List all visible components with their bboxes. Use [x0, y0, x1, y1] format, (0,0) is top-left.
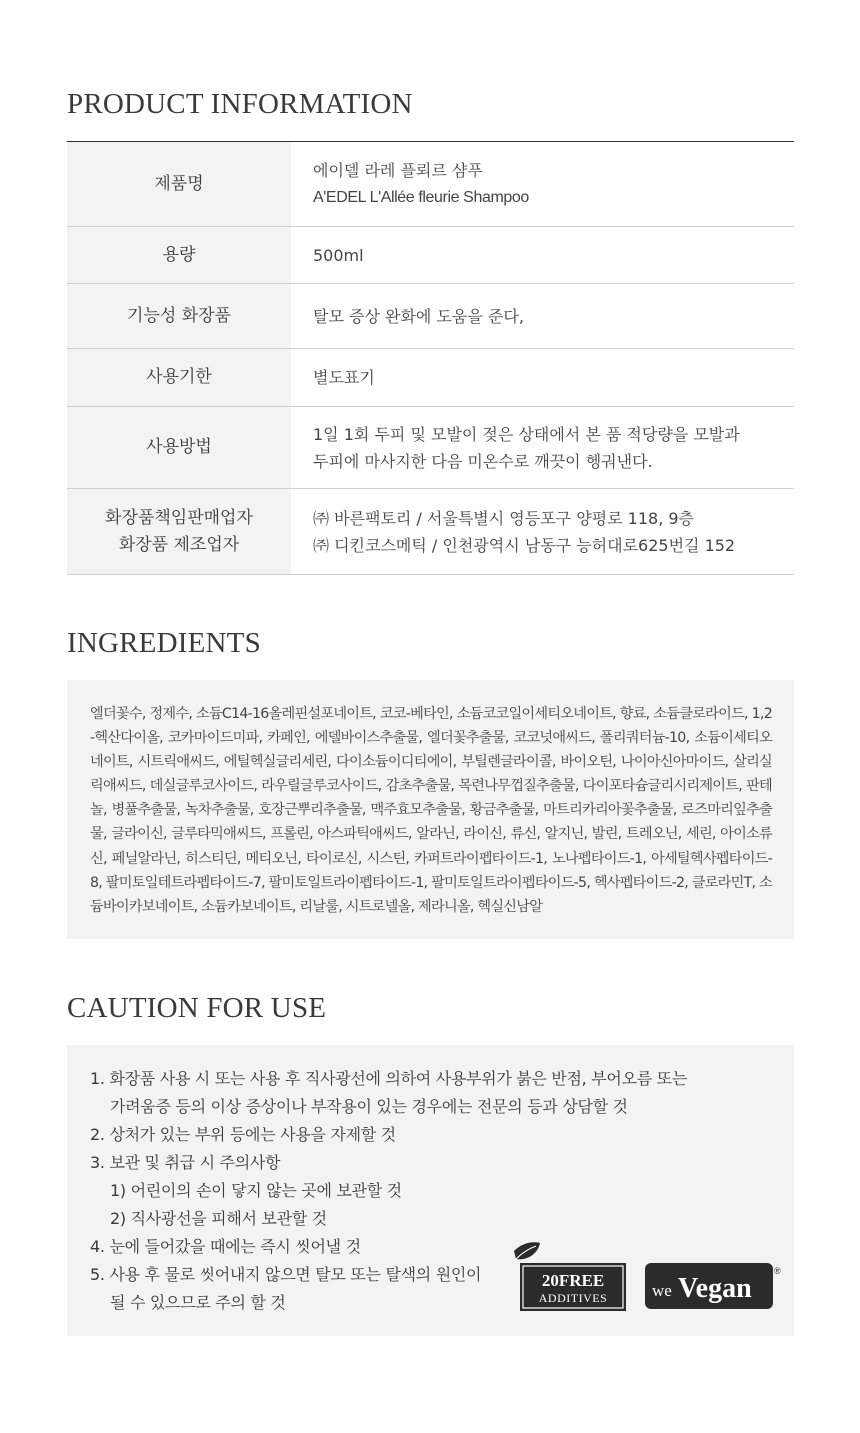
caution-panel — [67, 1045, 794, 1336]
product-name-english: A'EDEL L'Allée fleurie Shampoo — [313, 189, 529, 206]
info-label-text: 사용기한 — [146, 367, 212, 387]
info-row-usage — [67, 407, 794, 489]
ingredients-panel — [67, 680, 794, 939]
vegan-main-text: Vegan — [678, 1273, 752, 1304]
info-label-text: 사용방법 — [146, 437, 212, 457]
info-label-text: 화장품책임판매업자 — [105, 507, 253, 528]
info-row-product-name — [67, 142, 794, 227]
leaf-icon — [514, 1242, 540, 1259]
usage-line: 1일 1회 두피 및 모발이 젖은 상태에서 본 품 적당량을 모발과 — [313, 424, 740, 444]
info-row-expiry — [67, 349, 794, 407]
product-information-title: PRODUCT INFORMATION — [67, 88, 413, 120]
expiry-value: 별도표기 — [313, 368, 375, 387]
info-label-text: 화장품 제조업자 — [118, 534, 240, 555]
caution-subitem: 2) 직사광선을 피해서 보관할 것 — [110, 1209, 327, 1228]
info-value — [291, 407, 794, 488]
caution-item: 5. 사용 후 물로 씻어내지 않으면 탈모 또는 탈색의 원인이 — [90, 1265, 482, 1284]
usage-line: 두피에 마사지한 다음 미온수로 깨끗이 헹궈낸다. — [313, 451, 653, 471]
product-name-korean: 에이델 라레 플뢰르 샴푸 — [313, 161, 483, 180]
caution-item-continued: 가려움증 등의 이상 증상이나 부작용이 있는 경우에는 전문의 등과 상담할 것 — [110, 1097, 628, 1116]
info-label — [67, 227, 291, 283]
info-label — [67, 489, 291, 574]
info-label — [67, 142, 291, 226]
info-label — [67, 407, 291, 488]
volume-value: 500ml — [313, 245, 364, 265]
info-value — [291, 142, 794, 226]
info-label-text: 제품명 — [154, 173, 204, 194]
info-row-manufacturer — [67, 489, 794, 575]
info-value — [291, 349, 794, 406]
caution-item: 4. 눈에 들어갔을 때에는 즉시 씻어낼 것 — [90, 1237, 361, 1256]
20free-additives-badge — [510, 1241, 630, 1315]
distributor-value: ㈜ 바른팩토리 / 서울특별시 영등포구 양평로 118, 9층 — [313, 508, 695, 528]
wevegan-badge — [645, 1263, 783, 1311]
badge-additives-text: ADDITIVES — [538, 1291, 608, 1305]
manufacturer-value: ㈜ 디킨코스메틱 / 인천광역시 남동구 능허대로625번길 152 — [313, 535, 736, 555]
caution-subitem: 1) 어린이의 손이 닿지 않는 곳에 보관할 것 — [110, 1181, 402, 1200]
registered-mark: ® — [774, 1266, 781, 1276]
caution-title: CAUTION FOR USE — [67, 992, 327, 1024]
caution-item: 2. 상처가 있는 부위 등에는 사용을 자제할 것 — [90, 1125, 396, 1144]
caution-item: 3. 보관 및 취급 시 주의사항 — [90, 1153, 281, 1172]
info-label-text: 기능성 화장품 — [127, 305, 231, 326]
info-label — [67, 349, 291, 406]
vegan-prefix-text: we — [652, 1281, 672, 1300]
ingredients-list: 엘더꽃수, 정제수, 소듐C14-16올레핀설포네이트, 코코-베타인, 소듐코코일이세티오네이트, 향료, 소듐클로라이드, 1,2-헥산다이올, 코카마이드미파, 카페인, 에델바이스추출물, 엘더꽃추출물, 코코넛애씨드, 폴리쿼터늄-10, 소듐이세티오네이트, 시트릭애씨드, 에틸헥실글리세린, 다이소듐이디티에이, 부틸렌글라이콜, 바이오틴, 나이아신아마이드, 살리실릭애씨드, 데실글루코사이드, 라우릴글루코사이드, 감초추출물, 목련나무껍질추출물, 다이포타슘글리시리제이트, 판테놀, 병풀추출물, 녹차추출물, 호장근뿌리추출물, 맥주효모추출물, 황금추출물, 마트리카리아꽃추출물, 로즈마리잎추출물, 글라이신, 글루타믹애씨드, 프롤린, 아스파틱애씨드, 알라닌, 라이신, 류신, 알지닌, 발린, 트레오닌, 세린, 아이소류신, 페닐알라닌, 히스티딘, 메티오닌, 타이로신, 시스틴, 카퍼트라이펩타이드-1, 노나펩타이드-1, 아세틸헥사펩타이드-8, 팔미토일테트라펩타이드-7, 팔미토일트라이펩타이드-1, 팔미토일트라이펩타이드-5, 헥사펩타이드-2, 클로라민T, 소듐바이카보네이트, 소듐카보네이트, 리날룰, 시트로넬올, 제라니올, 헥실신남알 — [90, 706, 772, 915]
info-value — [291, 284, 794, 348]
caution-item-continued: 될 수 있으므로 주의 할 것 — [110, 1293, 286, 1312]
info-label-text: 용량 — [162, 244, 196, 265]
info-value — [291, 489, 794, 574]
info-value — [291, 227, 794, 283]
info-row-functional — [67, 284, 794, 349]
caution-item: 1. 화장품 사용 시 또는 사용 후 직사광선에 의하여 사용부위가 붉은 반점, 부어오름 또는 — [90, 1069, 687, 1088]
badge-20free-text: 20FREE — [541, 1271, 605, 1290]
info-label — [67, 284, 291, 348]
ingredients-title: INGREDIENTS — [67, 627, 261, 659]
info-row-volume — [67, 227, 794, 284]
functional-value: 탈모 증상 완화에 도움을 준다, — [313, 306, 524, 326]
product-info-table — [67, 141, 794, 575]
